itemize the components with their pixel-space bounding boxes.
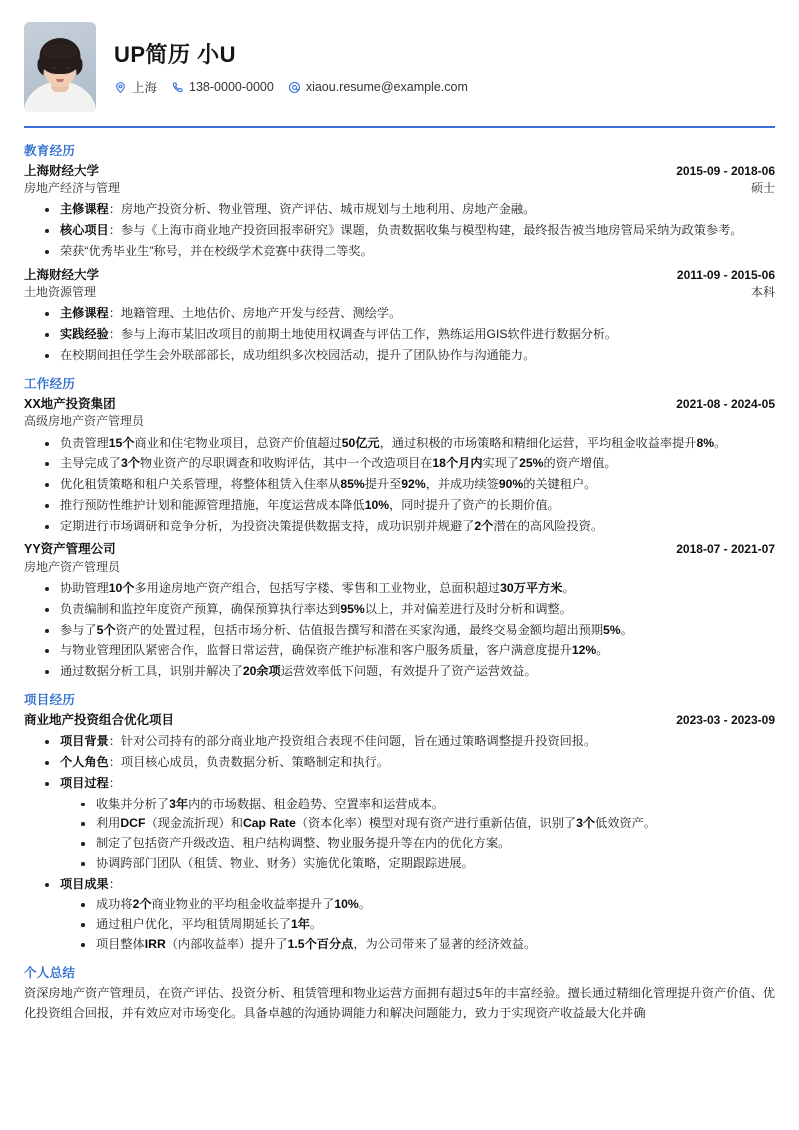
contact-email xyxy=(288,80,468,94)
phone-icon xyxy=(171,81,184,94)
bullet-item: 负责管理15个商业和住宅物业项目，总资产价值超过50亿元，通过积极的市场策略和精细化运营，平均租金收益率提升8%。 xyxy=(44,434,775,454)
entry-date-range: 2021-08 - 2024-05 xyxy=(676,396,775,411)
entry-organization: 商业地产投资组合优化项目 xyxy=(24,712,175,727)
bullet-item: 协助管理10个多用途房地产资产组合，包括写字楼、零售和工业物业，总面积超过30万平方米。 xyxy=(44,579,775,599)
sub-bullet-item: 成功将2个商业物业的平均租金收益率提升了10%。 xyxy=(80,895,775,915)
bullet-item: 与物业管理团队紧密合作，监督日常运营，确保资产维护标准和客户服务质量，客户满意度提升12%。 xyxy=(44,641,775,661)
resume-header xyxy=(24,22,775,126)
contact-phone-text: 138-0000-0000 xyxy=(189,80,274,94)
entry-bullet-list xyxy=(24,200,775,261)
entry-role: 房地产资产管理员 xyxy=(24,559,121,574)
entry-header-row xyxy=(24,395,775,413)
bullet-item: 定期进行市场调研和竞争分析，为投资决策提供数据支持，成功识别并规避了2个潜在的高风险投资。 xyxy=(44,517,775,537)
section-title-summary: 个人总结 xyxy=(24,965,76,980)
location-pin-icon xyxy=(114,81,127,94)
entry-organization: YY资产管理公司 xyxy=(24,542,116,557)
contact-email-text: xiaou.resume@example.com xyxy=(305,80,468,94)
section xyxy=(24,690,775,955)
bullet-item: 通过数据分析工具，识别并解决了20余项运营效率低下问题，有效提升了资产运营效益。 xyxy=(44,662,775,682)
bullet-group: 项目过程： 收集并分析了3年内的市场数据、租金趋势、空置率和运营成本。 利用DCF（现金流折现）和Cap Rate（资本化率）模型对现有资产进行重新估值，识别了3个低效资产。 制定了包括资产升级改造、租户结构调整、物业服务提升等在内的优化方案。 协调跨部门团队（租赁、物业、财务）实施优化策略，定期跟踪进展。 xyxy=(44,774,775,874)
entry-bullet-list xyxy=(24,434,775,537)
bullet-item: 项目背景：针对公司持有的部分商业地产投资组合表现不佳问题，旨在通过策略调整提升投资回报。 xyxy=(44,732,775,752)
entry xyxy=(24,711,775,955)
bullet-item: 个人角色：项目核心成员，负责数据分析、策略制定和执行。 xyxy=(44,753,775,773)
section-title: 教育经历 xyxy=(24,143,76,158)
entry-date-range: 2023-03 - 2023-09 xyxy=(676,712,775,727)
avatar xyxy=(24,22,96,112)
entry-date-range: 2015-09 - 2018-06 xyxy=(676,163,775,178)
entry-header-row xyxy=(24,162,775,180)
sub-bullet-list xyxy=(60,795,775,874)
contact-location-text: 上海 xyxy=(132,81,158,95)
entry-meta: 硕士 xyxy=(750,180,775,195)
entry-organization: 上海财经大学 xyxy=(24,163,100,178)
bullet-item: 核心项目：参与《上海市商业地产投资回报率研究》课题，负责数据收集与模型构建，最终报告被当地房管局采纳为政策参考。 xyxy=(44,221,775,241)
entry-bullet-list xyxy=(24,304,775,365)
contact-location xyxy=(114,78,157,96)
sub-bullet-item: 通过租户优化，平均租赁周期延长了1年。 xyxy=(80,915,775,935)
entry xyxy=(24,266,775,366)
bullet-item: 主修课程：房地产投资分析、物业管理、资产评估、城市规划与土地利用、房地产金融。 xyxy=(44,200,775,220)
entry-subheader-row xyxy=(24,559,775,576)
sub-bullet-item: 制定了包括资产升级改造、租户结构调整、物业服务提升等在内的优化方案。 xyxy=(80,834,775,854)
entry-header-row xyxy=(24,540,775,558)
section xyxy=(24,141,775,366)
entry-subheader-row xyxy=(24,180,775,197)
bullet-item: 推行预防性维护计划和能源管理措施，年度运营成本降低10%，同时提升了资产的长期价值。 xyxy=(44,496,775,516)
page-title: UP简历 小U xyxy=(114,42,237,67)
entry-header-row xyxy=(24,266,775,284)
sub-bullet-item: 收集并分析了3年内的市场数据、租金趋势、空置率和运营成本。 xyxy=(80,795,775,815)
bullet-item: 荣获“优秀毕业生”称号，并在校级学术竞赛中获得二等奖。 xyxy=(44,242,775,262)
entry-role: 高级房地产资产管理员 xyxy=(24,414,145,429)
bullet-item: 在校期间担任学生会外联部部长，成功组织多次校园活动，提升了团队协作与沟通能力。 xyxy=(44,346,775,366)
resume-sections xyxy=(24,141,775,955)
sub-bullet-item: 项目整体IRR（内部收益率）提升了1.5个百分点，为公司带来了显著的经济效益。 xyxy=(80,935,775,955)
bullet-item: 实践经验：参与上海市某旧改项目的前期土地使用权调查与评估工作，熟练运用GIS软件进行数据分析。 xyxy=(44,325,775,345)
section-title: 工作经历 xyxy=(24,376,76,391)
sub-bullet-list xyxy=(60,895,775,954)
entry-date-range: 2011-09 - 2015-06 xyxy=(676,267,775,282)
entry xyxy=(24,540,775,682)
section xyxy=(24,374,775,682)
entry xyxy=(24,162,775,262)
section-title: 项目经历 xyxy=(24,692,76,707)
entry-header-row xyxy=(24,711,775,729)
contact-phone xyxy=(171,80,274,94)
entry-subheader-row xyxy=(24,284,775,301)
entry-meta: 本科 xyxy=(750,285,775,300)
sub-bullet-item: 利用DCF（现金流折现）和Cap Rate（资本化率）模型对现有资产进行重新估值，识别了3个低效资产。 xyxy=(80,814,775,834)
entry-date-range: 2018-07 - 2021-07 xyxy=(676,542,775,557)
bullet-item: 优化租赁策略和租户关系管理，将整体租赁入住率从85%提升至92%，并成功续签90%的关键租户。 xyxy=(44,475,775,495)
bullet-item: 参与了5个资产的处置过程，包括市场分析、估值报告撰写和潜在买家沟通，最终交易金额均超出预期5%。 xyxy=(44,621,775,641)
bullet-item: 负责编制和监控年度资产预算，确保预算执行率达到95%以上，并对偏差进行及时分析和调整。 xyxy=(44,600,775,620)
header-divider xyxy=(24,126,775,128)
header-info xyxy=(114,38,468,96)
entry xyxy=(24,395,775,537)
entry-bullet-list xyxy=(24,579,775,682)
bullet-item: 主导完成了3个物业资产的尽职调查和收购评估，其中一个改造项目在18个月内实现了25%的资产增值。 xyxy=(44,454,775,474)
entry-organization: 上海财经大学 xyxy=(24,267,100,282)
bullet-group: 项目成果： 成功将2个商业物业的平均租金收益率提升了10%。 通过租户优化，平均租赁周期延长了1年。 项目整体IRR（内部收益率）提升了1.5个百分点，为公司带来了显著的经济效益。 xyxy=(44,875,775,955)
at-email-icon xyxy=(288,81,301,94)
entry-bullet-list xyxy=(24,732,775,954)
contact-list xyxy=(114,78,468,96)
bullet-item: 主修课程：地籍管理、土地估价、房地产开发与经营、测绘学。 xyxy=(44,304,775,324)
entry-role: 房地产经济与管理 xyxy=(24,180,121,195)
entry-organization: XX地产投资集团 xyxy=(24,396,116,411)
summary-text: 资深房地产资产管理员，在资产评估、投资分析、租赁管理和物业运营方面拥有超过5年的丰富经验。擅长通过精细化管理提升资产价值、优化投资组合回报，并有效应对市场变化。具备卓越的沟通协调能力和解决问题能力，致力于实现资产收益最大化并确 xyxy=(24,985,775,1020)
entry-subheader-row xyxy=(24,413,775,430)
sub-bullet-item: 协调跨部门团队（租赁、物业、财务）实施优化策略，定期跟踪进展。 xyxy=(80,854,775,874)
section-summary xyxy=(24,963,775,1024)
entry-role: 土地资源管理 xyxy=(24,285,97,300)
